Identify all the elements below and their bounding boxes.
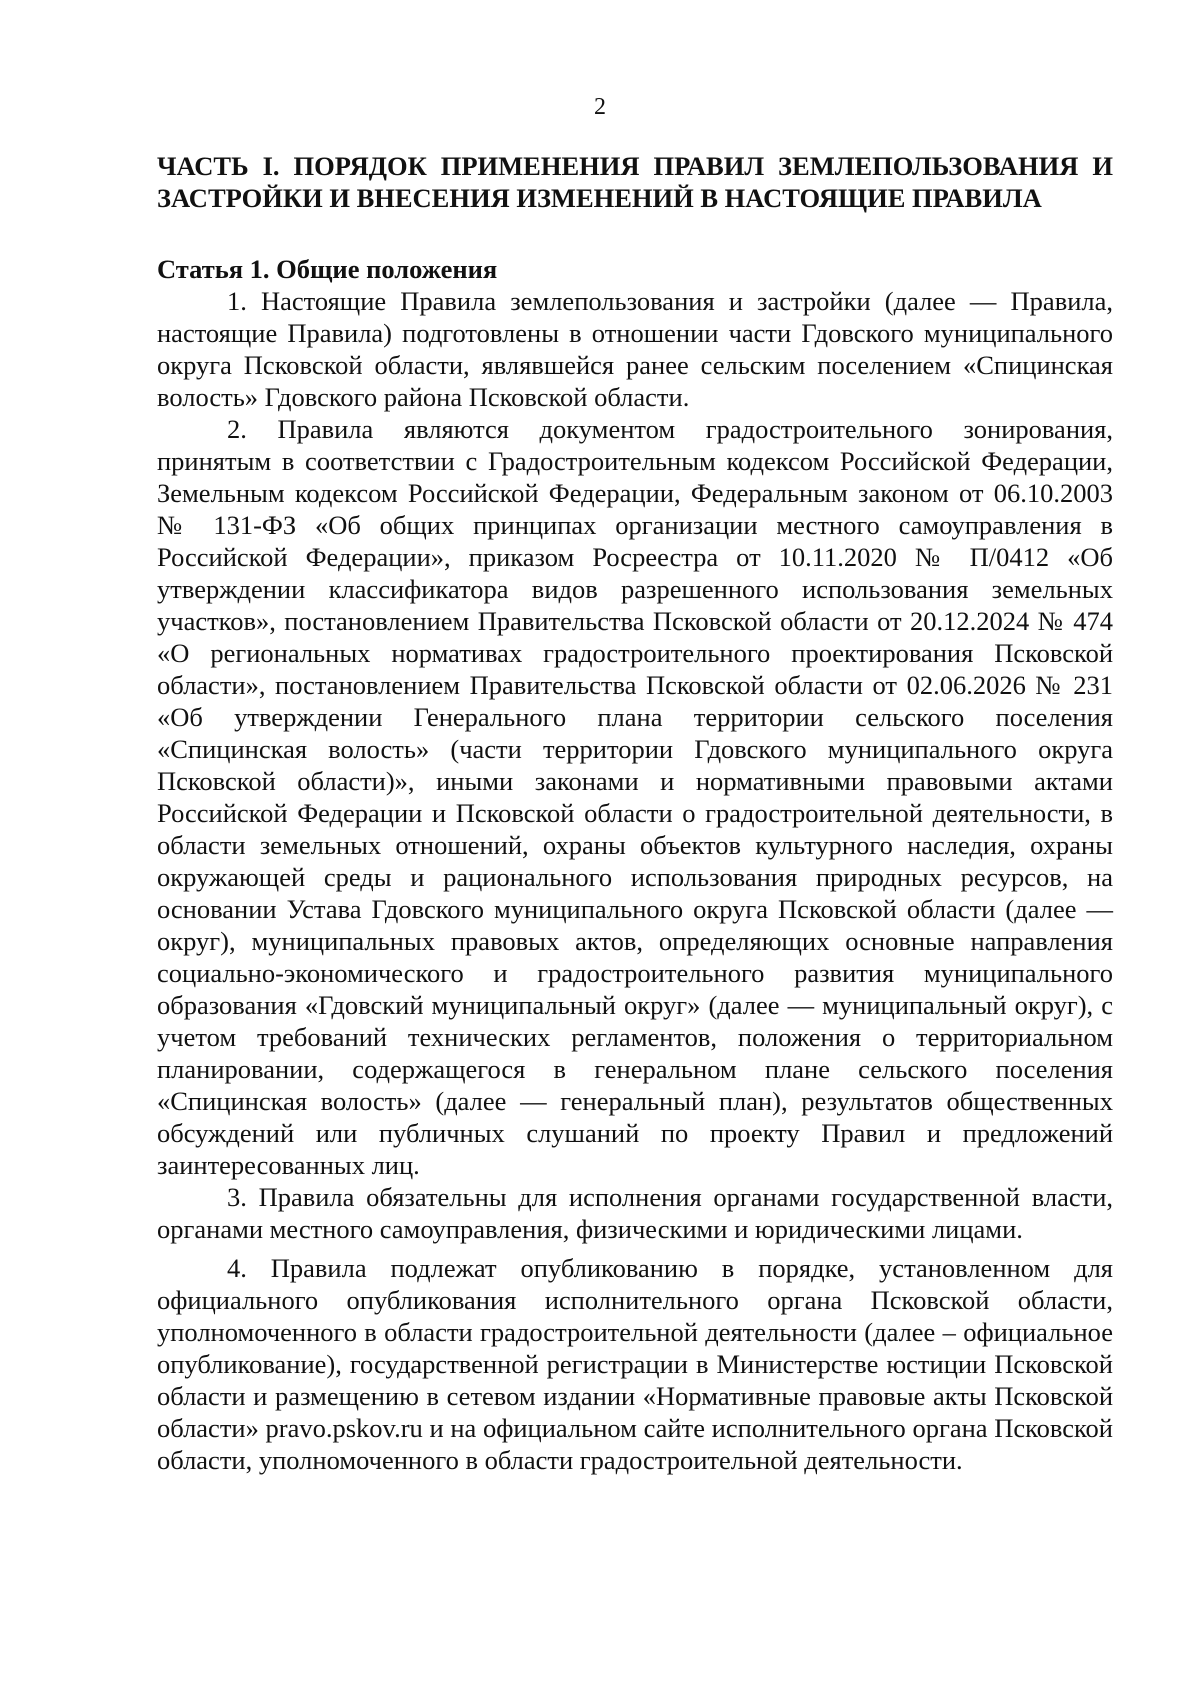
paragraph-3: 3. Правила обязательны для исполнения органами государственной власти, органами местного самоуправления, физическими и юридическими лицами.: [157, 1182, 1113, 1244]
paragraph-4: 4. Правила подлежат опубликованию в порядке, установленном для официального опубликования исполнительного органа Псковской области, уполномоченного в области градостроительной деятельности (далее – официальное опубликование), государственной регистрации в Министерстве юстиции Псковской области и размещению в сетевом издании «Нормативные правовые акты Псковской области» pravo.pskov.ru и на официальном сайте исполнительного органа Псковской области, уполномоченного в области градостроительной деятельности.: [157, 1253, 1113, 1475]
page-number: 2: [594, 94, 606, 120]
article-title: Статья 1. Общие положения: [157, 254, 498, 284]
paragraph-1: 1. Настоящие Правила землепользования и застройки (далее — Правила, настоящие Правила) подготовлены в отношении части Гдовского муниципального округа Псковской области, являвшейся ранее сельским поселением «Спицинская волость» Гдовского района Псковской области.: [157, 286, 1113, 412]
paragraph-2: 2. Правила являются документом градостроительного зонирования, принятым в соответствии с Градостроительным кодексом Российской Федерации, Земельным кодексом Российской Федерации, Федеральным законом от 06.10.2003 № 131-ФЗ «Об общих принципах организации местного самоуправления в Российской Федерации», приказом Росреестра от 10.11.2020 № П/0412 «Об утверждении классификатора видов разрешенного использования земельных участков», постановлением Правительства Псковской области от 20.12.2024 № 474 «О региональных нормативах градостроительного проектирования Псковской области», постановлением Правительства Псковской области от 02.06.2026 № 231 «Об утверждении Генерального плана территории сельского поселения «Спицинская волость» (части территории Гдовского муниципального округа Псковской области)», иными законами и нормативными правовыми актами Российской Федерации и Псковской области о градостроительной деятельности, в области земельных отношений, охраны объектов культурного наследия, охраны окружающей среды и рационального использования природных ресурсов, на основании Устава Гдовского муниципального округа Псковской области (далее — округ), муниципальных правовых актов, определяющих основные направления социально-экономического и градостроительного развития муниципального образования «Гдовский муниципальный округ» (далее — муниципальный округ), с учетом требований технических регламентов, положения о территориальном планировании, содержащегося в генеральном плане сельского поселения «Спицинская волость» (далее — генеральный план), результатов общественных обсуждений или публичных слушаний по проекту Правил и предложений заинтересованных лиц.: [157, 414, 1113, 1180]
document-body: [157, 150, 1113, 1476]
part-title: ЧАСТЬ I. ПОРЯДОК ПРИМЕНЕНИЯ ПРАВИЛ ЗЕМЛЕПОЛЬЗОВАНИЯ И ЗАСТРОЙКИ И ВНЕСЕНИЯ ИЗМЕНЕНИЙ В НАСТОЯЩИЕ ПРАВИЛА: [157, 151, 1113, 213]
